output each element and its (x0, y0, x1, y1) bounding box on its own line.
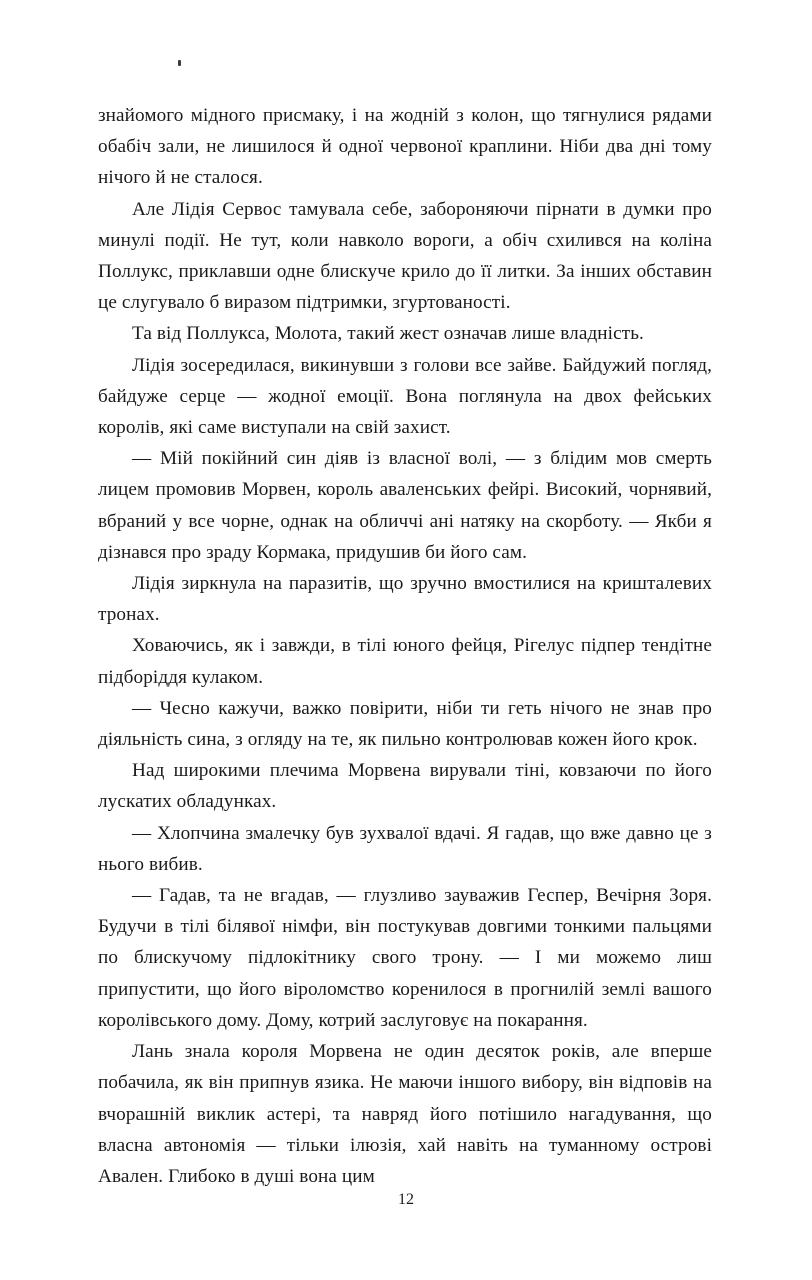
paragraph: — Хлопчина змалечку був зухвалої вдачі. Я гадав, що вже давно це з нього вибив. (98, 822, 712, 875)
paragraph: Але Лідія Сервос тамувала себе, забороняючи пірнати в думки про минулі події. Не тут, коли навколо вороги, а обіч схилився на коліна Поллукс, приклавши одне блискуче крило до її литки. За інших обставин це слугувало б виразом підтримки, згуртованості. (98, 198, 712, 314)
page-text-column (98, 100, 712, 1192)
paragraph: Лідія зиркнула на паразитів, що зручно вмостилися на кришталевих тронах. (98, 573, 712, 626)
paragraph: — Гадав, та не вгадав, — глузливо зауважив Геспер, Вечірня Зоря. Будучи в тілі білявої німфи, він постукував довгими тонкими пальцями по блискучому підлокітнику свого трону. — І ми можемо лиш припустити, що його віроломство коренилося в прогнилій землі вашого королівського дому. Дому, котрий заслуговує на покарання. (98, 885, 712, 1031)
paragraph: — Мій покійний син діяв із власної волі, — з блідим мов смерть лицем промовив Морвен, король аваленських фейрі. Високий, чорнявий, вбраний у все чорне, однак на обличчі ані натяку на скорботу. — Якби я дізнався про зраду Кормака, придушив би його сам. (98, 448, 712, 563)
page-number: 12 (398, 1191, 414, 1208)
paragraph: знайомого мідного присмаку, і на жодній з колон, що тягнулися рядами обабіч зали, не лишилося й одної червоної краплини. Ніби два дні тому нічого й не сталося. (98, 105, 712, 189)
paragraph: Над широкими плечима Морвена вирували тіні, ковзаючи по його лускатих обладунках. (98, 760, 712, 813)
paragraph: Та від Поллукса, Молота, такий жест означав лише владність. (132, 323, 644, 345)
paragraph: Лань знала короля Морвена не один десяток років, але вперше побачила, як він припнув язика. Не маючи іншого вибору, він відповів на вчорашній виклик астері, та навряд його потішило нагадування, що власна автономія — тільки ілюзія, хай навіть на туманному острові Авален. Глибоко в душі вона цим (98, 1041, 712, 1187)
paragraph: Лідія зосередилася, викинувши з голови все зайве. Байдужий погляд, байдуже серце — жодної емоції. Вона поглянула на двох фейських королів, які саме виступали на свій захист. (98, 354, 712, 439)
paragraph: Ховаючись, як і завжди, в тілі юного фейця, Рігелус підпер тендітне підборіддя кулаком. (98, 635, 712, 688)
paragraph: — Чесно кажучи, важко повірити, ніби ти геть нічого не знав про діяльність сина, з огляду на те, як пильно контролював кожен його крок. (98, 697, 712, 751)
page-top-mark (178, 60, 181, 66)
